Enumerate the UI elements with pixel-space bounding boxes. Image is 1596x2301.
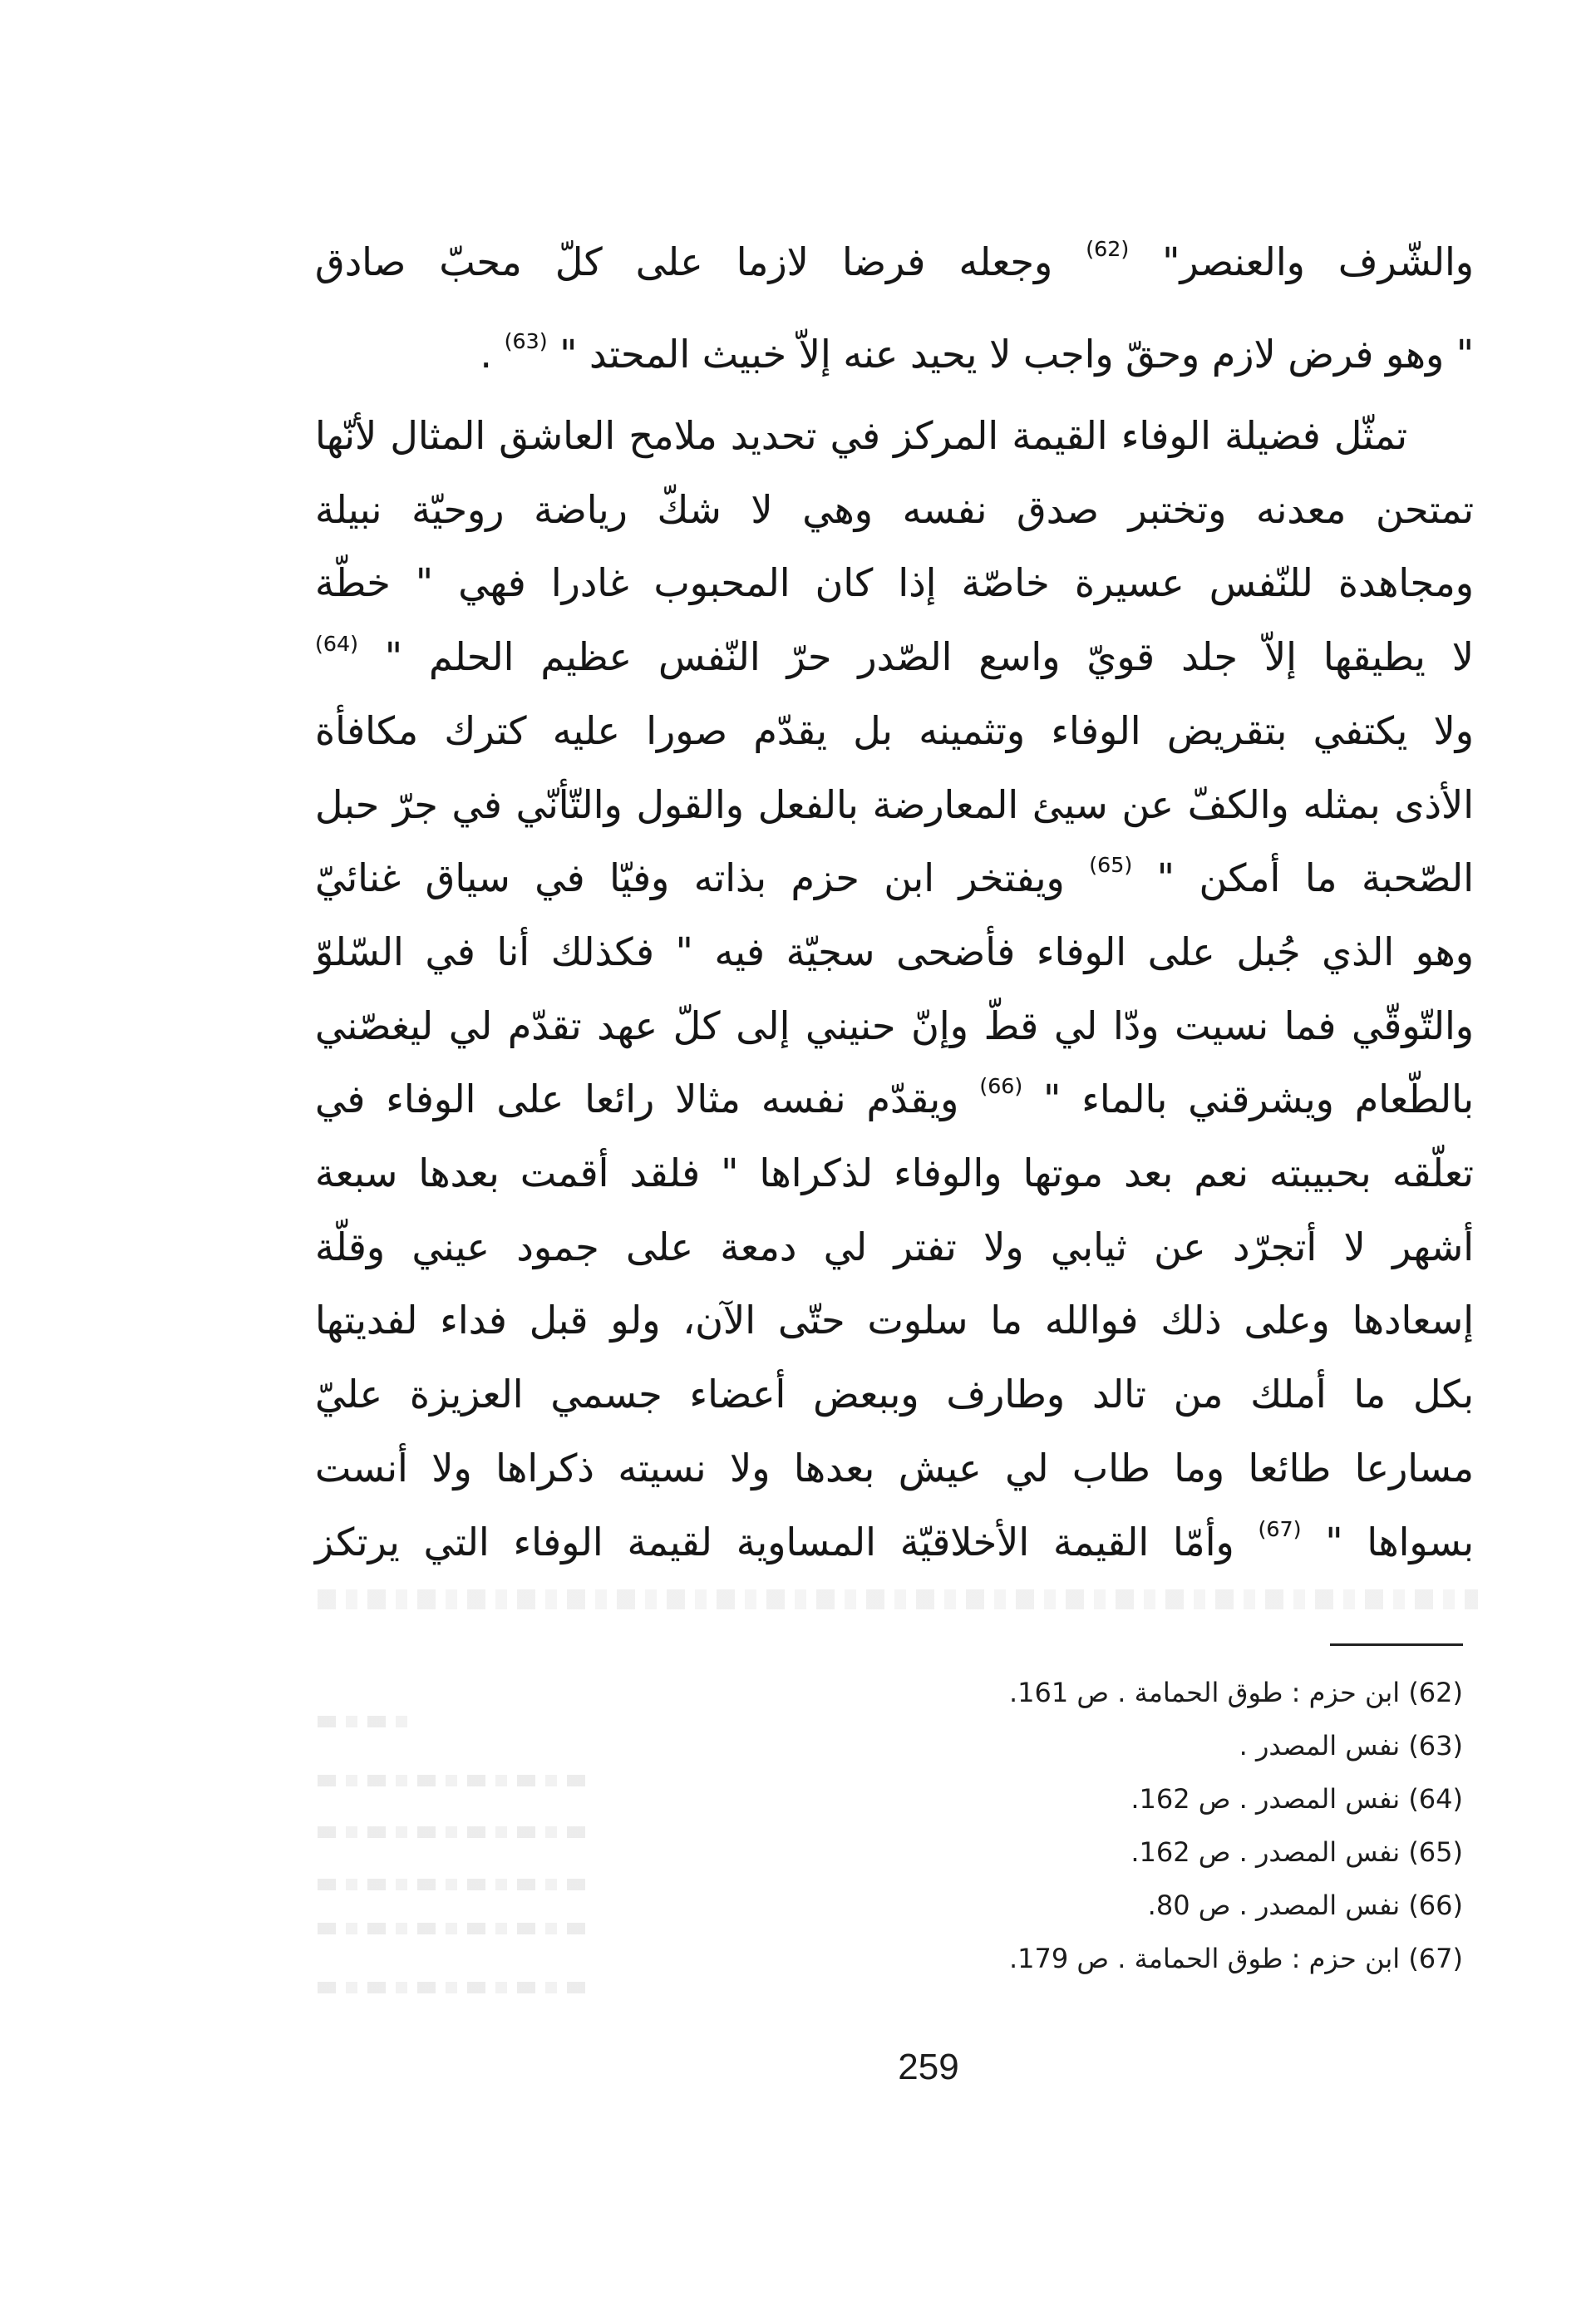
paragraph-continuation bbox=[315, 216, 1474, 401]
bleed-through-artifact bbox=[318, 1775, 592, 1786]
bleed-through-artifact bbox=[318, 1826, 592, 1838]
bleed-through-artifact bbox=[318, 1982, 592, 1993]
text-line: إسعادها وعلى ذلك فوالله ما سلوت حتّى الآن، ولو قبل فداء لفديتها bbox=[315, 1298, 1474, 1343]
text-line: تمتحن معدنه وتختبر صدق نفسه وهي لا شكّ رياضة روحيّة نبيلة bbox=[315, 486, 1474, 532]
text-segment: ويقدّم نفسه مثالا رائعا على الوفاء في bbox=[315, 1077, 980, 1122]
paragraph bbox=[315, 399, 1474, 1579]
text-line: الأذى بمثله والكفّ عن سيئ المعارضة بالفعل والقول والتّأنّي في جرّ حبل bbox=[315, 781, 1474, 827]
text-line bbox=[315, 1505, 1474, 1579]
text-line: والتّوقّي فما نسيت ودّا لي قطّ وإنّ حنيني إلى كلّ عهد تقدّم لي ليغصّني bbox=[315, 1003, 1474, 1048]
text-segment: الصّحبة ما أمكن " bbox=[1132, 855, 1474, 901]
text-line: ولا يكتفي بتقريض الوفاء وتثمينه بل يقدّم صورا عليه كترك مكافأة bbox=[315, 707, 1474, 753]
text-segment: لا يطيقها إلاّ جلد قويّ واسع الصّدر حرّ النّفس عظيم الحلم " bbox=[357, 634, 1474, 680]
text-line bbox=[315, 308, 1474, 401]
page-number: 259 bbox=[898, 2047, 959, 2087]
text-line: تمثّل فضيلة الوفاء القيمة المركز في تحديد ملامح العاشق المثال لأنّها bbox=[315, 413, 1407, 458]
text-segment: . bbox=[480, 332, 505, 377]
text-segment: ويفتخر ابن حزم بذاته وفيّا في سياق غنائيّ bbox=[315, 855, 1090, 901]
footnote: (63) نفس المصدر . bbox=[1239, 1730, 1463, 1761]
footnote-ref: (65) bbox=[1089, 853, 1133, 878]
footnote-ref: (66) bbox=[979, 1074, 1023, 1099]
footnote-ref: (64) bbox=[315, 632, 358, 657]
text-line: أشهر لا أتجرّد عن ثيابي ولا تفتر لي دمعة على جمود عيني وقلّة bbox=[315, 1224, 1474, 1269]
footnote: (67) ابن حزم : طوق الحمامة . ص 179. bbox=[1008, 1943, 1463, 1974]
text-segment: والشّرف والعنصر" bbox=[1129, 239, 1474, 284]
footnote-ref: (62) bbox=[1086, 237, 1130, 262]
text-line bbox=[315, 620, 1474, 694]
bleed-through-artifact bbox=[318, 1879, 592, 1890]
text-segment: بسواها " bbox=[1301, 1519, 1474, 1564]
footnote: (66) نفس المصدر . ص 80. bbox=[1147, 1890, 1463, 1921]
bleed-through-artifact bbox=[318, 1589, 1478, 1609]
text-segment: بالطّعام ويشرقني بالماء " bbox=[1022, 1077, 1474, 1122]
bleed-through-artifact bbox=[318, 1716, 417, 1727]
footnote-separator bbox=[1330, 1643, 1463, 1646]
text-segment: " وهو فرض لازم وحقّ واجب لا يحيد عنه إلاّ خبيث المحتد " bbox=[547, 332, 1474, 377]
text-line bbox=[315, 1062, 1474, 1136]
footnote-ref: (67) bbox=[1258, 1516, 1302, 1541]
footnotes bbox=[715, 1666, 1463, 1985]
text-line bbox=[315, 841, 1474, 915]
text-segment: وجعله فرضا لازما على كلّ محبّ صادق bbox=[315, 239, 1086, 284]
text-line: تعلّقه بحبيبته نعم بعد موتها والوفاء لذكراها " فلقد أقمت بعدها سبعة bbox=[315, 1150, 1474, 1196]
footnote: (65) نفس المصدر . ص 162. bbox=[1130, 1836, 1463, 1868]
footnote: (64) نفس المصدر . ص 162. bbox=[1130, 1783, 1463, 1815]
bleed-through-artifact bbox=[318, 1923, 592, 1934]
text-line: ومجاهدة للنّفس عسيرة خاصّة إذا كان المحبوب غادرا فهي " خطّة bbox=[315, 560, 1474, 606]
footnote: (62) ابن حزم : طوق الحمامة . ص 161. bbox=[1008, 1677, 1463, 1708]
text-line bbox=[315, 216, 1474, 308]
text-line: وهو الذي جُبل على الوفاء فأضحى سجيّة فيه " فكذلك أنا في السّلوّ bbox=[315, 929, 1474, 974]
text-line: مسارعا طائعا وما طاب لي عيش بعدها ولا نسيته ذكراها ولا أنست bbox=[315, 1445, 1474, 1490]
text-segment: وأمّا القيمة الأخلاقيّة المساوية لقيمة الوفاء التي يرتكز bbox=[315, 1519, 1259, 1564]
footnote-ref: (63) bbox=[504, 329, 548, 354]
text-line: بكل ما أملك من تالد وطارف وببعض أعضاء جسمي العزيزة عليّ bbox=[315, 1372, 1474, 1417]
